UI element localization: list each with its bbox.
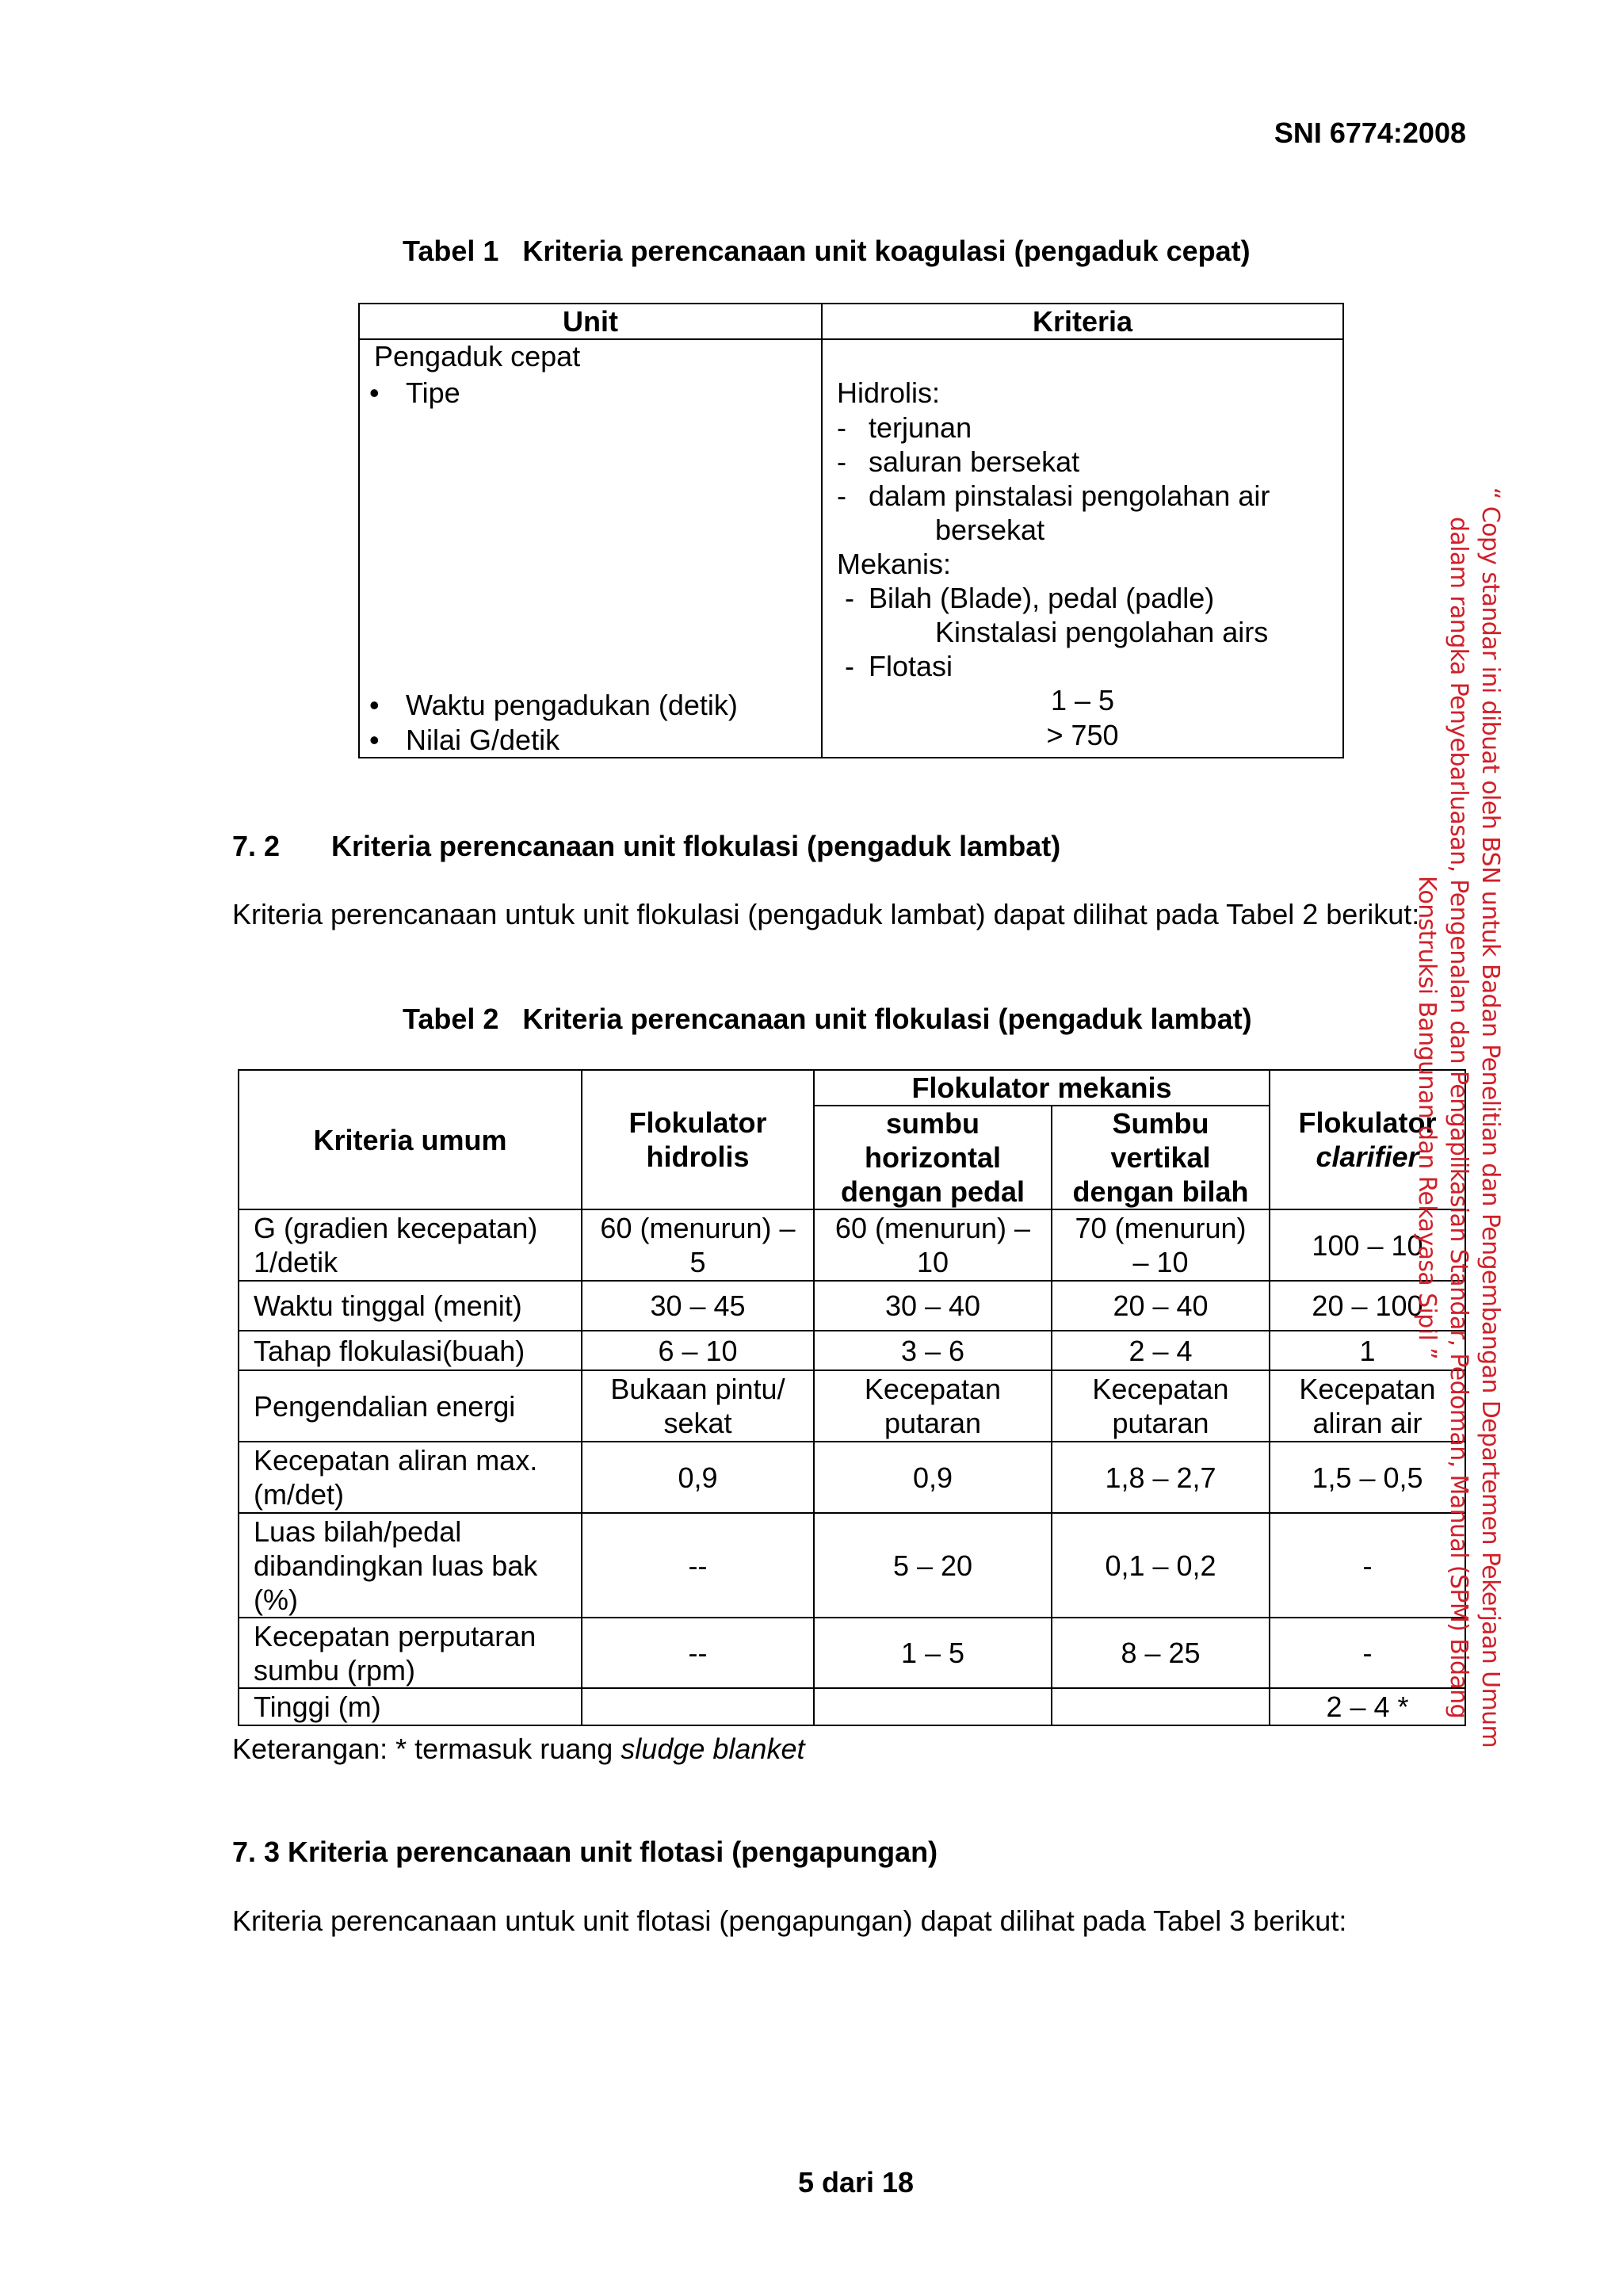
- table2-cell: -: [1270, 1618, 1465, 1688]
- table2-cell: 1,8 – 2,7: [1052, 1442, 1270, 1513]
- table2-cell: Luas bilah/pedal dibandingkan luas bak (%): [239, 1513, 582, 1618]
- table2-cell: [582, 1688, 814, 1725]
- table2-cell: 70 (menurun) – 10: [1052, 1209, 1270, 1281]
- table2-cell: 20 – 100: [1270, 1281, 1465, 1331]
- table1-h1: terjunan: [869, 411, 972, 444]
- table1-dash: -: [837, 445, 846, 478]
- table1-dash: -: [837, 411, 846, 444]
- table2-cell: Kecepatan perputaran sumbu (rpm): [239, 1618, 582, 1688]
- table2-cell: --: [582, 1513, 814, 1618]
- table1-hidrolis: Hidrolis:: [837, 376, 941, 409]
- table2-cell: 0,1 – 0,2: [1052, 1513, 1270, 1618]
- table2-cell: Waktu tinggal (menit): [239, 1281, 582, 1331]
- table2-cell: Tahap flokulasi(buah): [239, 1331, 582, 1370]
- table2-cell: Tinggi (m): [239, 1688, 582, 1725]
- copyright-watermark: [1413, 468, 1506, 1767]
- table1-header-unit: Unit: [563, 305, 618, 338]
- table2-cell: --: [582, 1618, 814, 1688]
- table1-h3b: bersekat: [935, 514, 1045, 546]
- watermark-line-1: “ Copy standar ini dibuat oleh BSN untuk Badan Penelitian dan Pengembangan Departemen Pekerjaan Umum: [1476, 487, 1504, 1748]
- bullet-icon: •: [369, 689, 380, 721]
- table2-cell: Pengendalian energi: [239, 1370, 582, 1442]
- page-number: 5 dari 18: [797, 2166, 915, 2199]
- table2-cell: 0,9: [814, 1442, 1052, 1513]
- table1-bullet-nilai: [369, 723, 560, 757]
- table2-note-italic: sludge blanket: [621, 1733, 805, 1765]
- table2-cell: 1: [1270, 1331, 1465, 1370]
- table1-caption: Tabel 1 Kriteria perencanaan unit koagulasi (pengaduk cepat): [403, 235, 1251, 267]
- table2-note-text: Keterangan: * termasuk ruang: [232, 1733, 621, 1765]
- table-row: [239, 1442, 1465, 1513]
- table2-cell: 30 – 40: [814, 1281, 1052, 1331]
- watermark-line-2: dalam rangka Penyebarluasan, Pengenalan dan Pengaplikasian Standar, Pedoman, Manual (SPM) Bidang Konstruksi Bangunan dan Rekayasa Sipil ”: [1413, 516, 1472, 1719]
- table-row: [239, 1370, 1465, 1442]
- table1-dash: -: [845, 582, 854, 614]
- section-7-3-heading: 7. 3 Kriteria perencanaan unit flotasi (pengapungan): [232, 1836, 938, 1868]
- table2-header-clarifier-1: Flokulator: [1298, 1106, 1437, 1139]
- table1-m1b: Kinstalasi pengolahan airs: [935, 616, 1269, 648]
- table2-header-hidrolis: Flokulator hidrolis: [582, 1070, 814, 1209]
- table2-cell: Kecepatan aliran air: [1270, 1370, 1465, 1442]
- table1-header-kriteria: Kriteria: [1032, 305, 1133, 338]
- table-row: [239, 1618, 1465, 1688]
- table2: [238, 1069, 1466, 1726]
- document-code: SNI 6774:2008: [1274, 117, 1466, 149]
- table1-nilai-value: > 750: [1046, 719, 1119, 751]
- table1-dash: -: [837, 479, 846, 512]
- table2-cell: 1,5 – 0,5: [1270, 1442, 1465, 1513]
- table2-cell: -: [1270, 1513, 1465, 1618]
- table2-cell: Kecepatan putaran: [1052, 1370, 1270, 1442]
- table1: [358, 303, 1344, 758]
- table2-cell: 60 (menurun) – 5: [582, 1209, 814, 1281]
- table1-h2: saluran bersekat: [869, 445, 1080, 478]
- table2-cell: 2 – 4 *: [1270, 1688, 1465, 1725]
- table2-caption: Tabel 2 Kriteria perencanaan unit flokulasi (pengaduk lambat): [403, 1003, 1252, 1035]
- table2-cell: Kecepatan aliran max.(m/det): [239, 1442, 582, 1513]
- table1-tipe-label: Tipe: [406, 376, 460, 409]
- table-row: [239, 1209, 1465, 1281]
- table1-waktu-label: Waktu pengadukan (detik): [406, 689, 738, 721]
- bullet-icon: •: [369, 724, 380, 756]
- table1-m1: Bilah (Blade), pedal (padle): [869, 582, 1215, 614]
- table-row: [239, 1688, 1465, 1725]
- table1-unit-title: Pengaduk cepat: [374, 340, 581, 372]
- table2-cell: G (gradien kecepatan) 1/detik: [239, 1209, 582, 1281]
- table2-cell: 2 – 4: [1052, 1331, 1270, 1370]
- table2-header-vertikal: Sumbu vertikal dengan bilah: [1052, 1106, 1270, 1209]
- section-7-2-number: 7. 2: [232, 830, 281, 862]
- table1-dash: -: [845, 650, 854, 682]
- table1-nilai-label: Nilai G/detik: [406, 724, 560, 756]
- table2-cell: 30 – 45: [582, 1281, 814, 1331]
- table1-waktu-value: 1 – 5: [1050, 684, 1115, 716]
- table2-cell: 3 – 6: [814, 1331, 1052, 1370]
- section-7-3-paragraph: Kriteria perencanaan untuk unit flotasi (pengapungan) dapat dilihat pada Tabel 3 berikut:: [232, 1904, 1347, 1937]
- table2-cell: Bukaan pintu/ sekat: [582, 1370, 814, 1442]
- table2-cell: [814, 1688, 1052, 1725]
- table2-header-mekanis: Flokulator mekanis: [814, 1070, 1270, 1106]
- table2-cell: 0,9: [582, 1442, 814, 1513]
- table2-note: [232, 1732, 804, 1766]
- table2-cell: Kecepatan putaran: [814, 1370, 1052, 1442]
- table2-header-horizontal: sumbu horizontal dengan pedal: [814, 1106, 1052, 1209]
- table1-bullet-waktu: [369, 688, 738, 722]
- table1-h3: dalam pinstalasi pengolahan air: [869, 479, 1270, 512]
- table2-header-kriteria: Kriteria umum: [239, 1070, 582, 1209]
- table2-cell: 6 – 10: [582, 1331, 814, 1370]
- table2-cell: 100 – 10: [1270, 1209, 1465, 1281]
- table1-m2: Flotasi: [869, 650, 953, 682]
- section-7-2-paragraph: Kriteria perencanaan untuk unit flokulasi (pengaduk lambat) dapat dilihat pada Tabel 2 berikut:: [232, 898, 1420, 930]
- table2-cell: 5 – 20: [814, 1513, 1052, 1618]
- table2-header-clarifier-2: clarifier: [1316, 1140, 1419, 1173]
- table2-cell: [1052, 1688, 1270, 1725]
- table2-cell: 60 (menurun) – 10: [814, 1209, 1052, 1281]
- table2-cell: 1 – 5: [814, 1618, 1052, 1688]
- section-7-2-heading: Kriteria perencanaan unit flokulasi (pengaduk lambat): [331, 830, 1061, 862]
- table2-cell: 20 – 40: [1052, 1281, 1270, 1331]
- table-row: [239, 1331, 1465, 1370]
- table-row: [239, 1281, 1465, 1331]
- bullet-icon: •: [369, 376, 380, 409]
- table2-cell: 8 – 25: [1052, 1618, 1270, 1688]
- table1-bullet-tipe: [369, 376, 460, 410]
- table-row: [239, 1513, 1465, 1618]
- table1-mekanis: Mekanis:: [837, 548, 952, 580]
